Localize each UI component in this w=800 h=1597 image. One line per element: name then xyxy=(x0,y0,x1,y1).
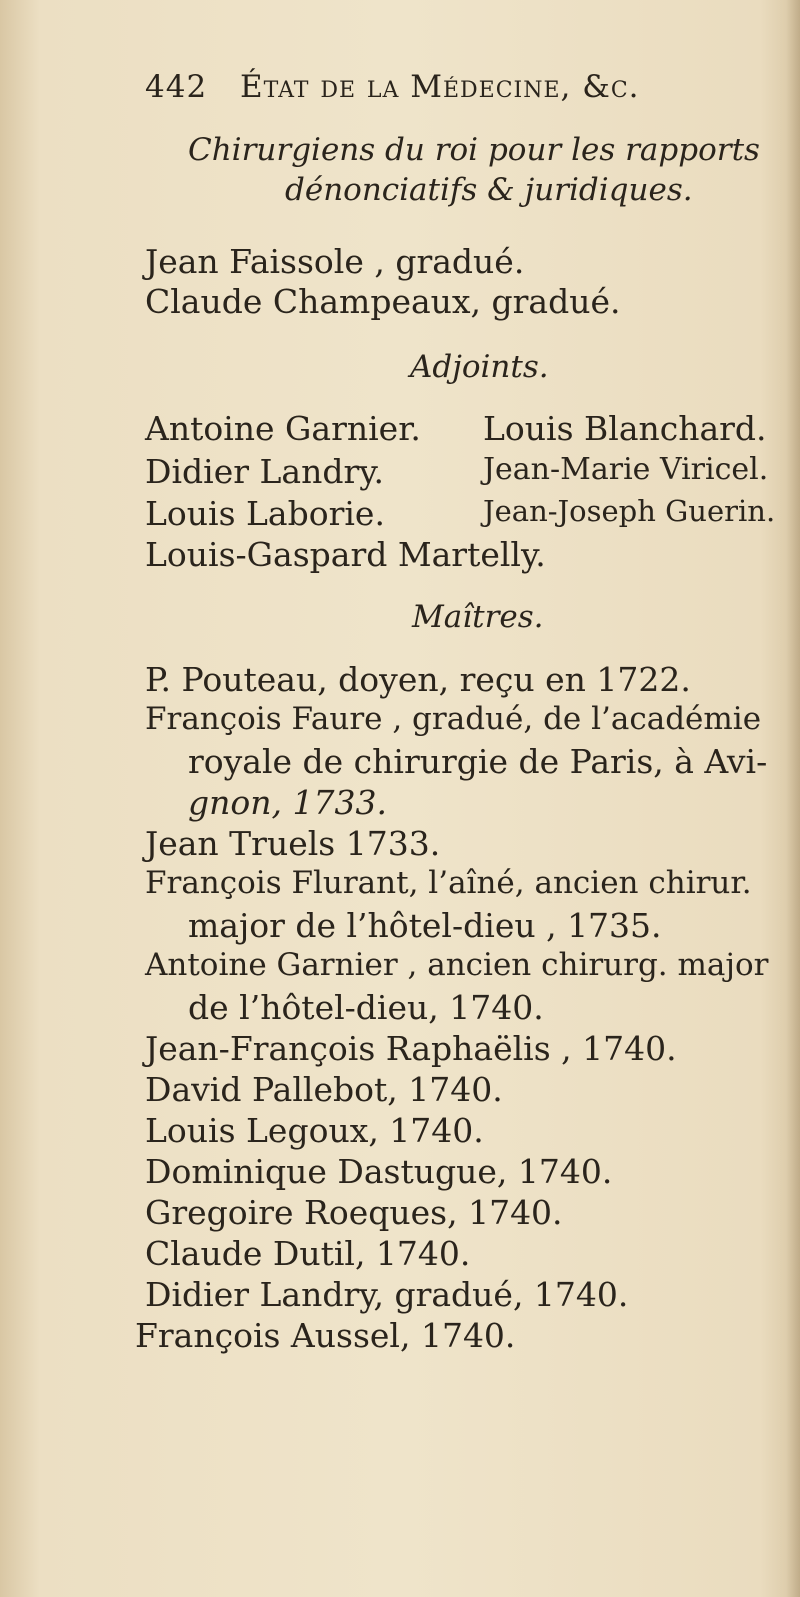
section-title-line1: Chirurgiens du roi pour les rapports xyxy=(188,132,760,168)
adjoints-heading: Adjoints. xyxy=(410,349,549,385)
maitre-line: gnon, 1733. xyxy=(188,783,387,822)
maitre-line: David Pallebot, 1740. xyxy=(145,1070,503,1109)
maitre-line: Jean Truels 1733. xyxy=(145,824,441,863)
surgeon-entry: Claude Champeaux, gradué. xyxy=(145,282,621,321)
maitre-line: Claude Dutil, 1740. xyxy=(145,1234,471,1273)
adjoint-left: Louis Laborie. xyxy=(145,494,385,533)
adjoint-right: Louis Blanchard. xyxy=(483,409,767,448)
maitre-line: major de l’hôtel-dieu , 1735. xyxy=(188,906,662,945)
page-number: 442 xyxy=(145,69,208,105)
adjoint-right: Jean-Marie Viricel. xyxy=(483,452,769,487)
maitre-line: Didier Landry, gradué, 1740. xyxy=(145,1275,629,1314)
maitre-line: Jean-François Raphaëlis , 1740. xyxy=(145,1029,677,1068)
maitre-line: P. Pouteau, doyen, reçu en 1722. xyxy=(145,660,691,699)
maitre-line: Gregoire Roeques, 1740. xyxy=(145,1193,563,1232)
maitre-line: royale de chirurgie de Paris, à Avi- xyxy=(188,742,768,781)
section-title-line2: dénonciatifs & juridiques. xyxy=(285,172,693,208)
adjoint-left: Didier Landry. xyxy=(145,452,384,491)
maitre-line: Antoine Garnier , ancien chirurg. major xyxy=(145,947,769,983)
surgeon-entry: Jean Faissole , gradué. xyxy=(145,242,525,281)
maitre-line: François Aussel, 1740. xyxy=(135,1316,516,1355)
adjoint-left: Antoine Garnier. xyxy=(145,409,421,448)
running-title: État de la Médecine, &c. xyxy=(240,69,640,105)
maitres-heading: Maîtres. xyxy=(412,599,544,635)
maitre-line: Louis Legoux, 1740. xyxy=(145,1111,484,1150)
adjoint-right: Jean-Joseph Guerin. xyxy=(483,494,776,528)
maitre-line: Dominique Dastugue, 1740. xyxy=(145,1152,613,1191)
adjoint-last: Louis-Gaspard Martelly. xyxy=(145,535,546,574)
maitre-line: François Faure , gradué, de l’académie xyxy=(145,701,762,737)
maitre-line: François Flurant, l’aîné, ancien chirur. xyxy=(145,865,752,901)
page-edge-shadow xyxy=(786,0,800,1597)
maitre-line: de l’hôtel-dieu, 1740. xyxy=(188,988,544,1027)
